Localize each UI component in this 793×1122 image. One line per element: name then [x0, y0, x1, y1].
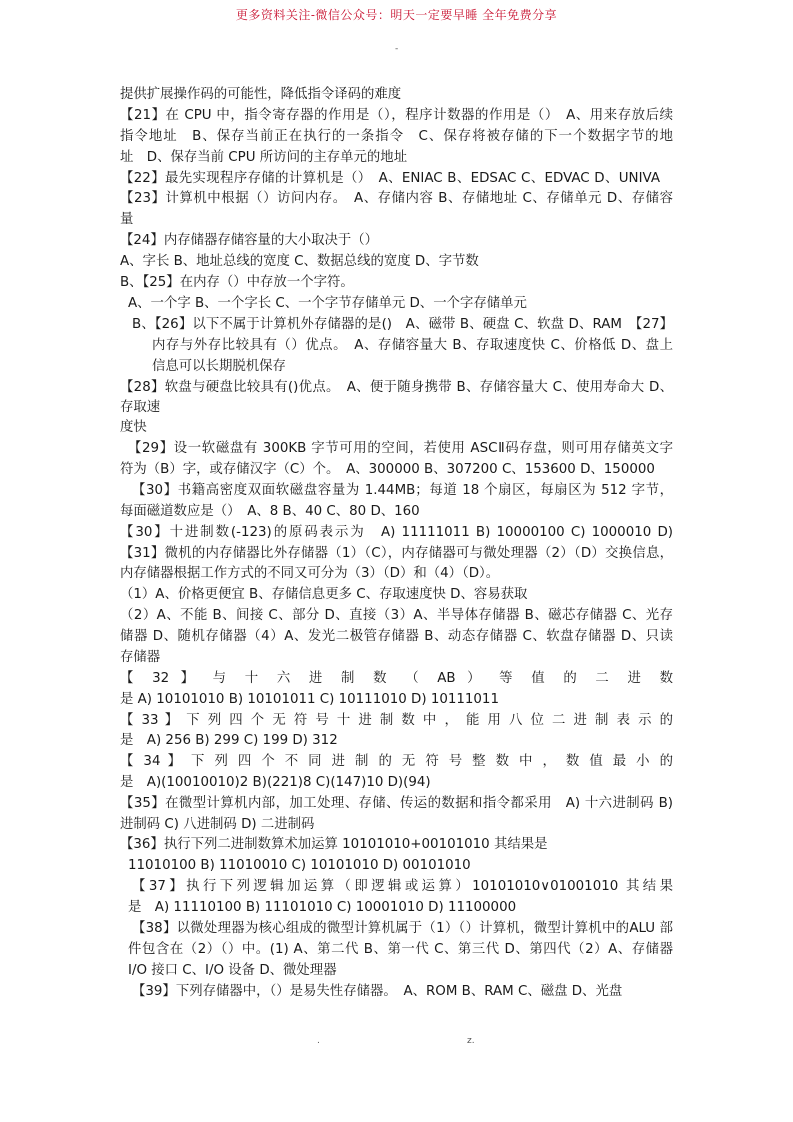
text-line: 【28】软盘与硬盘比较具有()优点。 A、便于随身携带 B、存储容量大 C、使用寿命大 D、 [120, 380, 673, 395]
text-line: 是 A)(10010010)2 B)(221)8 C)(147)10 D)(94) [120, 775, 431, 790]
text-line: 是 A) 10101010 B) 10101011 C) 10111010 D) 10111011 [120, 692, 499, 707]
text-line: 信息可以长期脱机保存 [152, 359, 286, 374]
text-line: 【38】以微处理器为核心组成的微型计算机属于（1）（）计算机，微型计算机中的ALU 部 [132, 921, 673, 936]
text-line: 符为（B）字，或存储汉字（C）个。 A、300000 B、307200 C、153600 D、150000 [120, 462, 655, 477]
text-line: 进制码 C) 八进制码 D) 二进制码 [120, 817, 315, 832]
text-line: 【21】在 CPU 中，指令寄存器的作用是（），程序计数器的作用是（） A、用来存放后续 [120, 108, 673, 123]
text-line: B、【26】以下不属于计算机外存储器的是() A、磁带 B、硬盘 C、软盘 D、RAM 【27】 [132, 317, 673, 332]
text-line: 提供扩展操作码的可能性，降低指令译码的难度 [120, 87, 402, 102]
text-line: 址 D、保存当前 CPU 所访问的主存单元的地址 [120, 150, 408, 165]
text-line: 存取速 [120, 400, 161, 415]
text-line: 存储器 [120, 650, 161, 665]
text-line: I/O 接口 C、I/O 设备 D、微处理器 [128, 963, 337, 978]
text-line: 【37】执行下列逻辑加运算（即逻辑或运算）10101010∨01001010 其结果 [132, 879, 673, 894]
text-line: B、【25】在内存（）中存放一个字符。 [120, 275, 354, 290]
text-line: 【22】最先实现程序存储的计算机是（） A、ENIAC B、EDSAC C、EDVAC D、UNIVA [120, 171, 660, 186]
text-line: 是 A) 11110100 B) 11101010 C) 10001010 D) 11100000 [128, 900, 517, 915]
text-line: 件包含在（2）（）中。(1) A、第二代 B、第一代 C、第三代 D、第四代（2）A、存储器 [128, 942, 673, 957]
text-line: 【30】十进制数(-123)的原码表示为 A) 11111011 B) 10000100 C) 1000010 D) [120, 525, 673, 540]
text-line: 【36】执行下列二进制数算术加运算 10101010+00101010 其结果是 [120, 837, 548, 852]
text-line: 【35】在微型计算机内部，加工处理、存储、传运的数据和指令都采用 A) 十六进制码 B) [120, 796, 673, 811]
text-line: 【23】计算机中根据（）访问内存。 A、存储内容 B、存储地址 C、存储单元 D、存储容 [120, 191, 673, 206]
text-line: 内存储器根据工作方式的不同又可分为（3）（D）和（4）（D）。 [120, 566, 500, 581]
text-line: 是 A) 256 B) 299 C) 199 D) 312 [120, 733, 338, 748]
text-line: 【31】微机的内存储器比外存储器（1）（C），内存储器可与微处理器（2）（D）交换信息， [120, 546, 673, 561]
text-line: 【 33 】 下 列 四 个 无 符 号 十 进 制 数 中 ， 能 用 八 位 二 进 制 表 示 的 [120, 713, 673, 728]
text-line: 【24】内存储器存储容量的大小取决于（） [120, 233, 379, 248]
footer-right-mark: z. [467, 1036, 475, 1046]
text-line: 量 [120, 212, 134, 227]
text-line: （1）A、价格更便宜 B、存储信息更多 C、存取速度快 D、容易获取 [120, 587, 528, 602]
text-line: A、字长 B、地址总线的宽度 C、数据总线的宽度 D、字节数 [120, 254, 479, 269]
text-line: 储器 D、随机存储器（4）A、发光二极管存储器 B、动态存储器 C、软盘存储器 D、只读 [120, 629, 673, 644]
text-line: 【 32 】 与 十 六 进 制 数 （ AB ） 等 值 的 二 进 数 [120, 671, 673, 686]
text-line: 内存与外存比较具有（）优点。 A、存储容量大 B、存取速度快 C、价格低 D、盘上 [152, 338, 673, 353]
text-line: 11010100 B) 11010010 C) 10101010 D) 00101010 [128, 858, 471, 873]
text-line: 度快 [120, 420, 147, 435]
top-mark: - [395, 44, 399, 54]
text-line: 【30】书籍高密度双面软磁盘容量为 1.44MB；每道 18 个扇区，每扇区为 512 字节， [132, 483, 673, 498]
footer-left-mark: . [317, 1036, 320, 1046]
banner: 更多资料关注-微信公众号：明天一定要早睡 全年免费分享 [235, 8, 558, 22]
text-line: （2）A、不能 B、间接 C、部分 D、直接（3）A、半导体存储器 B、磁芯存储器 C、光存 [120, 608, 673, 623]
text-line: A、一个字 B、一个字长 C、一个字节存储单元 D、一个字存储单元 [128, 296, 527, 311]
text-line: 每面磁道数应是（） A、8 B、40 C、80 D、160 [120, 504, 420, 519]
text-line: 【29】设一软磁盘有 300KB 字节可用的空间，若使用 ASCⅡ码存盘，则可用存储英文字 [128, 441, 673, 456]
text-line: 指令地址 B、保存当前正在执行的一条指令 C、保存将被存储的下一个数据字节的地 [120, 129, 673, 144]
text-line: 【39】下列存储器中，（）是易失性存储器。 A、ROM B、RAM C、磁盘 D、光盘 [132, 984, 623, 999]
text-line: 【 34 】 下 列 四 个 不 同 进 制 的 无 符 号 整 数 中 ， 数 值 最 小 的 [120, 754, 673, 769]
